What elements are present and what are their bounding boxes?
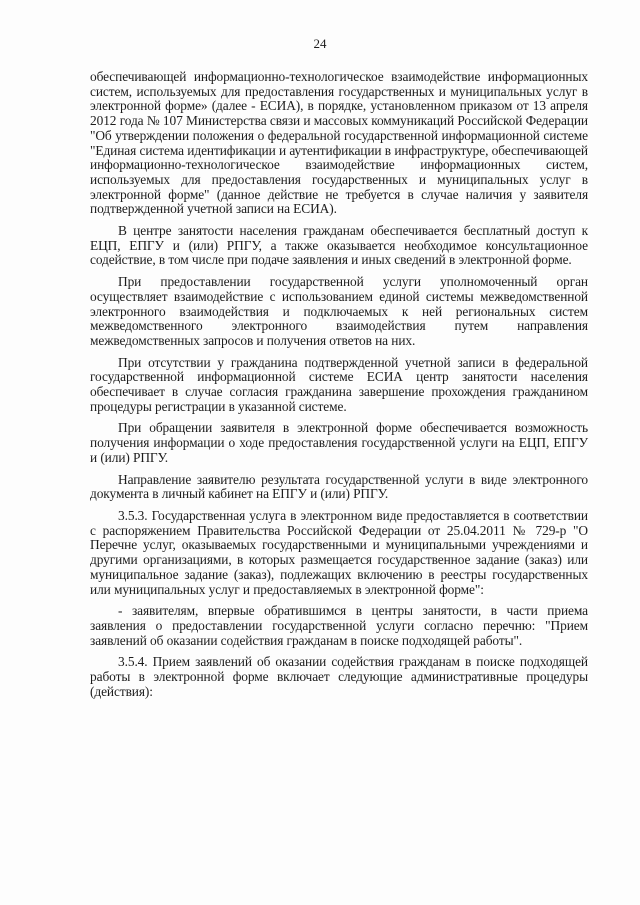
- paragraph-free-access: В центре занятости населения гражданам обеспечивается бесплатный доступ к ЕЦП, ЕПГУ и (или) РПГУ, а также оказывается необходимое консультационное содействие, в том числе при подаче заявления и иных сведений в электронной форме.: [90, 223, 588, 268]
- paragraph-status-info: При обращении заявителя в электронной форме обеспечивается возможность получения информации о ходе предоставления государственной услуги на ЕЦП, ЕПГУ и (или) РПГУ.: [90, 420, 588, 465]
- paragraph-3-5-4: 3.5.4. Прием заявлений об оказании содействия гражданам в поиске подходящей работы в электронной форме включает следующие административные процедуры (действия):: [90, 654, 588, 699]
- paragraph-3-5-3: 3.5.3. Государственная услуга в электронном виде предоставляется в соответствии с распоряжением Правительства Российской Федерации от 25.04.2011 № 729-р "О Перечне услуг, оказываемых государственными и муниципальными учреждениями и другими организациями, в которых размещается государственное задание (заказ) или муниципальное задание (заказ), подлежащих включению в реестры государственных или муниципальных услуг и предоставляемых в электронной форме":: [90, 507, 588, 597]
- paragraph-interagency-interaction: При предоставлении государственной услуги уполномоченный орган осуществляет взаимодействие с использованием единой системы межведомственной электронного взаимодействия и подключаемых к ней региональных систем межведомственного электронного взаимодействия путем направления межведомственных запросов и получения ответов на них.: [90, 274, 588, 348]
- page-number: 24: [313, 36, 327, 51]
- paragraph-first-time-applicants: - заявителям, впервые обратившимся в центры занятости, в части приема заявления о предоставлении государственной услуги согласно перечню: "Прием заявлений об оказании содействия гражданам в поиске подходящей работы".: [90, 603, 588, 648]
- paragraph-registration: При отсутствии у гражданина подтвержденной учетной записи в федеральной государственной информационной системе ЕСИА центр занятости населения обеспечивает в случае согласия гражданина завершение прохождения гражданином процедуры регистрации в указанной системе.: [90, 354, 588, 414]
- paragraph-result-delivery: Направление заявителю результата государственной услуги в виде электронного документа в личный кабинет на ЕПГУ и (или) РПГУ.: [90, 471, 588, 502]
- document-body: [90, 70, 588, 699]
- paragraph-esia-continuation: обеспечивающей информационно-технологическое взаимодействие информационных систем, используемых для предоставления государственных и муниципальных услуг в электронной форме» (далее - ЕСИА), в порядке, установленном приказом от 13 апреля 2012 года № 107 Министерства связи и массовых коммуникаций Российской Федерации "Об утверждении положения о федеральной государственной информационной системе "Единая система идентификации и аутентификации в инфраструктуре, обеспечивающей информационно-технологическое взаимодействие информационных систем, используемых для предоставления государственных и муниципальных услуг в электронной форме" (данное действие не требуется в случае наличия у заявителя подтвержденной учетной записи на ЕСИА).: [90, 69, 588, 217]
